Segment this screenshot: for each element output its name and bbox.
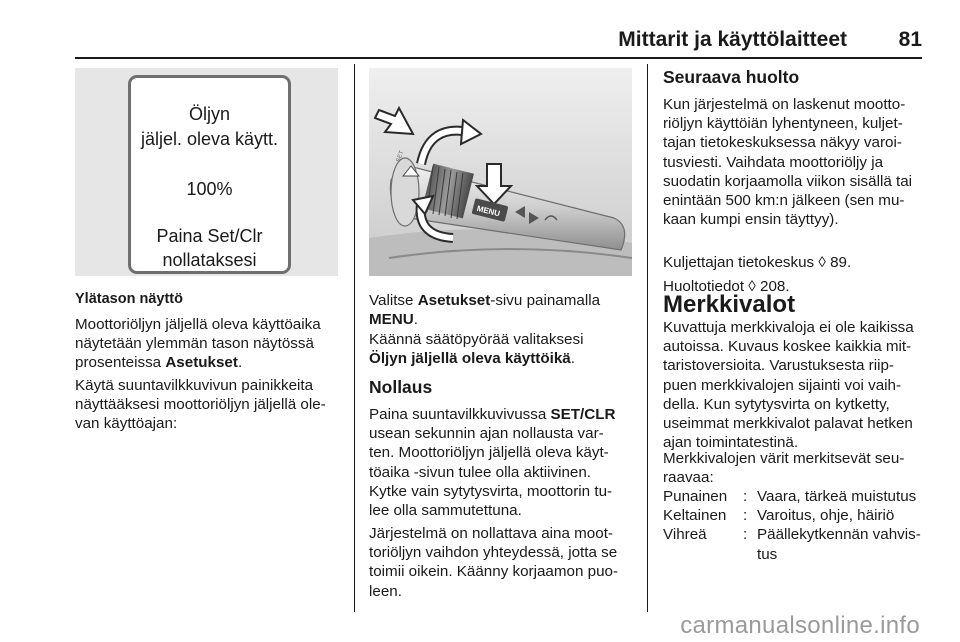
table-row: tus [757, 545, 778, 563]
page-reference-icon: ◊ [818, 254, 826, 271]
display-line-4: nollataksesi [162, 250, 257, 270]
header-rule [75, 57, 922, 59]
paragraph-colors-meaning: Merkkivalojen värit merkitsevät seu- raavaa: [663, 450, 905, 487]
table-row: Vihreä : Päällekytkennän vahvis- [663, 526, 921, 544]
watermark: carmanualsonline.info [680, 612, 920, 639]
heading-reset: Nollaus [369, 377, 433, 397]
header-title: Mittarit ja käyttölaitteet [618, 28, 847, 51]
paragraph-turn-thumbwheel: Käännä säätöpyörää valitaksesi Öljyn jäljellä oleva käyttöikä. [369, 331, 584, 368]
reference-service-info: Huoltotiedot ◊ 208. [663, 278, 790, 295]
column-divider-1 [354, 64, 355, 612]
table-row: Punainen : Vaara, tärkeä muistutus [663, 488, 917, 505]
reference-driver-info-centre: Kuljettajan tietokeskus ◊ 89. [663, 254, 852, 271]
paragraph-use-stalk-buttons: Käytä suuntavilkkuvivun painikkeita näyttääksesi moottoriöljyn jäljellä ole- van käyttöajan: [75, 377, 326, 433]
heading-next-service: Seuraava huolto [663, 67, 800, 87]
oil-life-display-illustration [75, 68, 338, 276]
table-row: Keltainen : Varoitus, ohje, häiriö [663, 507, 895, 525]
lever-drawing [369, 68, 632, 276]
warning-light-color-table [663, 487, 925, 564]
paragraph-oil-life-percent: Moottoriöljyn jäljellä oleva käyttöaika näytetään ylemmän tason näytössä prosenteissa Asetukset. [75, 316, 321, 372]
turn-signal-lever-illustration [369, 68, 632, 276]
display-line-2: jäljel. oleva käytt. [140, 129, 279, 149]
paragraph-service-warning: Kun järjestelmä on laskenut mootto- riöljyn käyttöiän lyhentyneen, kuljet- tajan tietokeskuksessa näkyy varoi- tusviesti. Vaihdata moottoriöljy ja suodatin korjaamolla viikon sisällä tai enintään 500 km:n jälkeen (sen mu- kaan kumpi ensin täyttyy). [663, 96, 913, 229]
display-line-3: Paina Set/Clr [156, 226, 263, 246]
display-line-1: Öljyn [188, 104, 230, 124]
subheading-upper-level-display: Ylätason näyttö [75, 291, 183, 307]
svg-text:SET: SET [395, 150, 406, 164]
oil-life-display-screen [128, 75, 291, 274]
lever-menu-label: MENU [475, 203, 501, 219]
paragraph-reset-after-change: Järjestelmä on nollattava aina moot- toriöljyn vaihdon yhteydessä, jotta se toimii oikein. Käänny korjaamon puo- leen. [369, 525, 619, 600]
page-reference-icon: ◊ [748, 278, 756, 295]
paragraph-warning-lights: Kuvattuja merkkivaloja ei ole kaikissa autoissa. Kuvaus koskee kaikkia mit- taristoversioita. Varustuksesta riip- puen merkkivalojen sijainti voi vaih- della. Kun sytytysvirta on kytketty, useimmat merkkivalot palavat hetken ajan toimintatestinä. [663, 319, 914, 452]
page-number: 81 [898, 28, 922, 51]
paragraph-select-settings: Valitse Asetukset-sivu painamalla MENU. [369, 292, 601, 329]
paragraph-reset-procedure: Paina suuntavilkkuvivussa SET/CLR usean sekunnin ajan nollausta var- ten. Moottoriöljyn jäljellä oleva käyt- töaika -sivun tulee olla aktiivinen. Kytke vain sytytysvirta, moottorin tu- lee olla sammutettuna. [369, 406, 616, 520]
heading-warning-lights: Merkkivalot [663, 291, 796, 318]
column-divider-2 [647, 64, 648, 612]
page-header [75, 24, 922, 58]
display-value: 100% [186, 179, 233, 199]
